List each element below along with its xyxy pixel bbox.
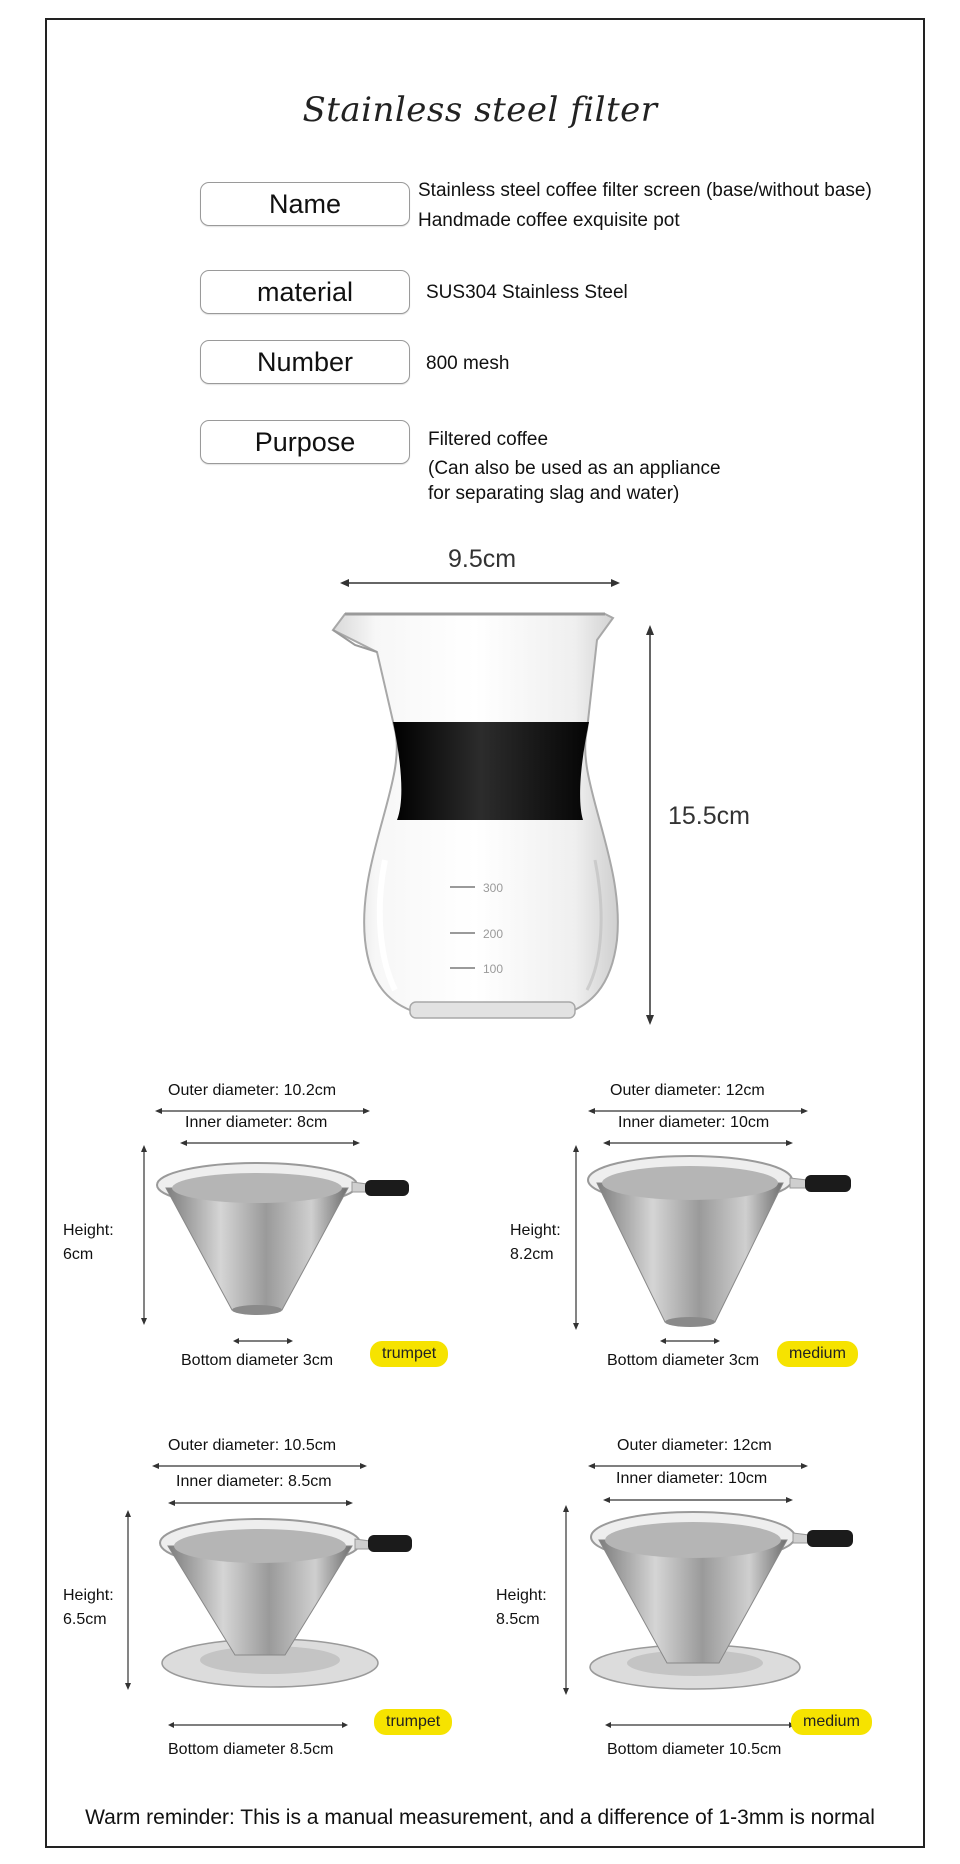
name-line-2: Handmade coffee exquisite pot [418,210,680,231]
filter-3-inner-label: Inner diameter: 8.5cm [176,1473,332,1490]
purpose-line-3: for separating slag and water) [428,483,680,504]
filter-2-height-value: 8.2cm [510,1246,554,1263]
filter-3-image [150,1515,425,1695]
pot-height-label: 15.5cm [668,802,750,830]
filter-3-height-arrow [122,1510,134,1690]
filter-1-image [152,1160,417,1320]
filter-3-bottom-arrow [168,1720,348,1730]
name-line-1: Stainless steel coffee filter screen (base/without base) [418,180,872,201]
filter-4-image [585,1505,870,1700]
filter-4-bottom-arrow [605,1720,795,1730]
name-label-box: Name [200,182,410,226]
filter-1-height-value: 6cm [63,1246,94,1263]
filter-4-inner-label: Inner diameter: 10cm [616,1470,768,1487]
pot-width-arrow [340,575,620,591]
filter-1-bottom-label: Bottom diameter 3cm [181,1352,334,1369]
pot-width-label: 9.5cm [448,545,517,573]
filter-2-bottom-label: Bottom diameter 3cm [607,1352,760,1369]
filter-2-height-label: Height: [510,1222,561,1239]
filter-3-height-value: 6.5cm [63,1611,107,1628]
filter-3-size-badge: trumpet [374,1709,452,1735]
glass-pot-image [325,610,625,1030]
material-label-box: material [200,270,410,314]
filter-4-size-badge: medium [791,1709,872,1735]
filter-4-outer-label: Outer diameter: 12cm [617,1437,772,1454]
filter-3-inner-arrow [168,1497,353,1509]
filter-4-height-value: 8.5cm [496,1611,540,1628]
filter-1-outer-label: Outer diameter: 10.2cm [168,1082,337,1099]
pot-mark-300: 300 [483,881,504,895]
purpose-line-2: (Can also be used as an appliance [428,458,721,479]
purpose-line-1: Filtered coffee [428,429,549,450]
page-title: Stainless steel filter [302,90,658,130]
purpose-label-box: Purpose [200,420,410,464]
filter-1-inner-label: Inner diameter: 8cm [185,1114,328,1131]
material-value: SUS304 Stainless Steel [426,282,628,303]
pot-mark-200: 200 [483,927,504,941]
filter-2-size-badge: medium [777,1341,858,1367]
filter-2-inner-label: Inner diameter: 10cm [618,1114,770,1131]
filter-4-bottom-label: Bottom diameter 10.5cm [607,1741,782,1758]
filter-3-outer-arrow [152,1460,367,1472]
filter-1-bottom-arrow [233,1336,293,1346]
filter-2-outer-label: Outer diameter: 12cm [610,1082,765,1099]
filter-2-image [585,1150,870,1330]
number-value: 800 mesh [426,353,510,374]
filter-1-inner-arrow [180,1137,360,1149]
filter-4-height-arrow [560,1505,572,1695]
number-label-box: Number [200,340,410,384]
filter-1-size-badge: trumpet [370,1341,448,1367]
warm-reminder: Warm reminder: This is a manual measurement, and a difference of 1-3mm is normal [85,1806,875,1829]
pot-mark-100: 100 [483,962,504,976]
filter-2-bottom-arrow [660,1336,720,1346]
pot-sleeve [393,722,589,820]
filter-1-height-label: Height: [63,1222,114,1239]
pot-height-arrow [640,625,660,1025]
filter-4-height-label: Height: [496,1587,547,1604]
filter-2-inner-arrow [603,1137,793,1149]
filter-2-height-arrow [570,1145,582,1330]
filter-3-bottom-label: Bottom diameter 8.5cm [168,1741,334,1758]
filter-3-height-label: Height: [63,1587,114,1604]
filter-3-outer-label: Outer diameter: 10.5cm [168,1437,337,1454]
filter-1-height-arrow [138,1145,150,1325]
